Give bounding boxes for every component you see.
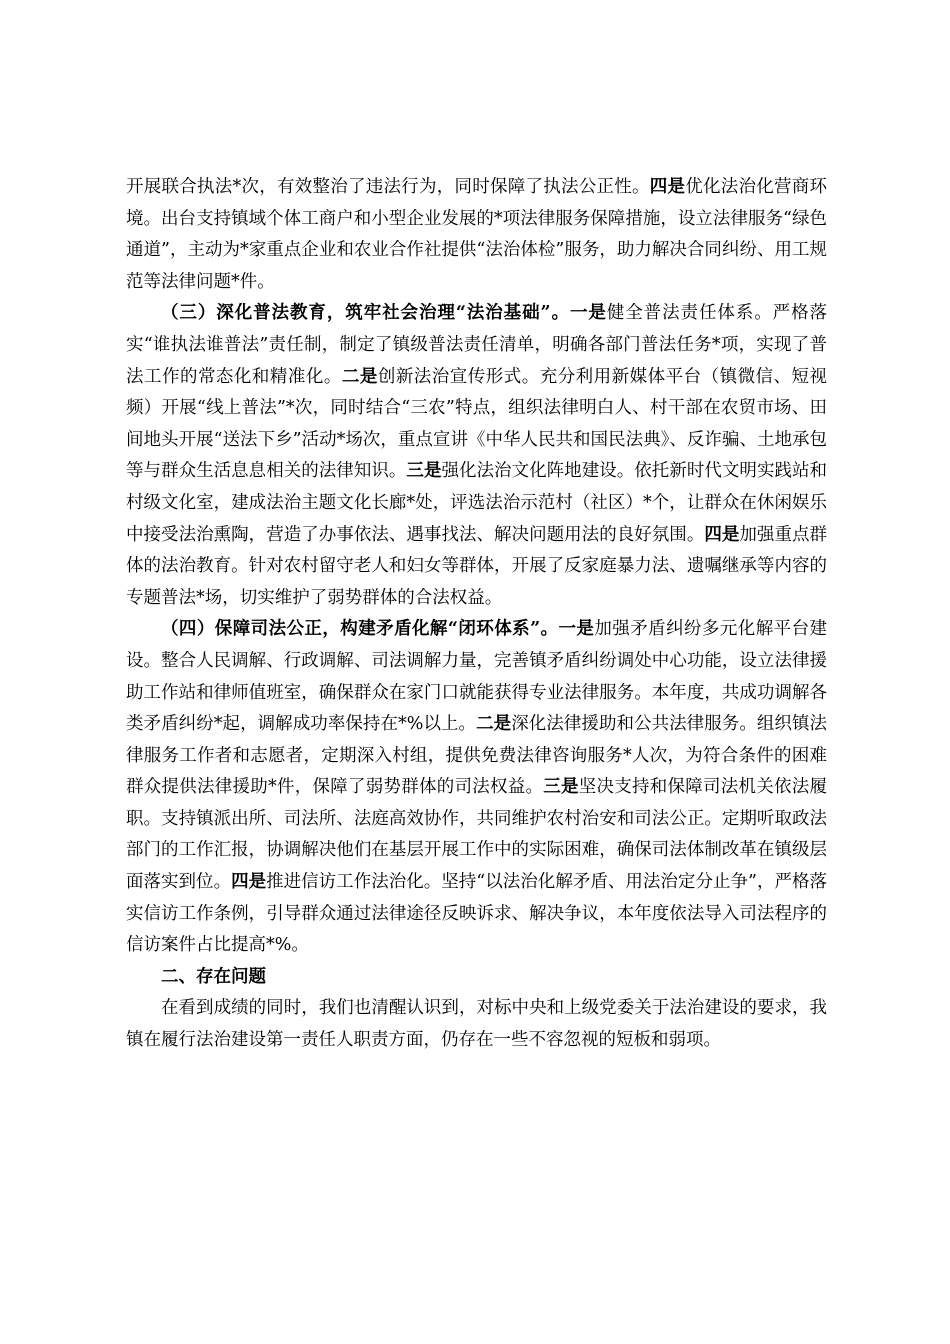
p3-text-4: 推进信访工作法治化。坚持“以法治化解矛盾、用法治定分止争”，严格落实信访工作条例，引导群众通过法律途径反映诉求、解决争议，本年度依法导入司法程序的信访案件占比提高*%。	[126, 872, 827, 956]
p3-text-1: 加强矛盾纠纷多元化解平台建设。整合人民调解、行政调解、司法调解力量，完善镇矛盾纠纷调处中心功能，设立法律援助工作站和律师值班室，确保群众在家门口就能获得专业法律服务。本年度，共成功调解各类矛盾纠纷*起，调解成功率保持在*%以上。	[126, 619, 828, 735]
p3-text-2: 深化法律援助和公共法律服务。组织镇法律服务工作者和志愿者，定期深入村组，提供免费法律咨询服务*人次，为符合条件的困难群众提供法律援助*件，保障了弱势群体的司法权益。	[126, 714, 828, 798]
p2-marker-second: 二是	[341, 366, 378, 387]
p2-marker-fourth: 四是	[704, 524, 740, 545]
paragraph-law-enforcement-continued	[126, 172, 827, 298]
p3-marker-third: 三是	[543, 777, 579, 798]
p2-text-2: 创新法治宣传形式。充分利用新媒体平台（镇微信、短视频）开展“线上普法”*次，同时结合“三农”特点，组织法律明白人、村干部在农贸市场、田间地头开展“送法下乡”活动*场次，重点宣讲《中华人民共和国民法典》、反诈骗、土地承包等与群众生活息息相关的法律知识。	[126, 366, 828, 482]
p1-text-1: 开展联合执法*次，有效整治了违法行为，同时保障了执法公正性。	[126, 177, 650, 197]
section-heading-existing-problems: 二、存在问题	[161, 966, 266, 987]
document-body	[126, 172, 827, 1057]
paragraph-legal-education	[126, 298, 827, 614]
p3-marker-fourth: 四是	[231, 872, 267, 893]
p3-marker-first: 一是	[558, 619, 595, 640]
p2-text-3: 强化法治文化阵地建设。依托新时代文明实践站和村级文化室，建成法治主题文化长廊*处，评选法治示范村（社区）*个，让群众在休闲娱乐中接受法治熏陶，营造了办事依法、遇事找法、解决问题用法的良好氛围。	[126, 461, 828, 545]
p2-marker-first: 一是	[569, 303, 607, 324]
paragraph-judicial-fairness	[126, 614, 827, 962]
p2-text-4: 加强重点群体的法治教育。针对农村留守老人和妇女等群体，开展了反家庭暴力法、遗嘱继承等内容的专题普法*场，切实维护了弱势群体的合法权益。	[126, 524, 828, 608]
p1-marker-fourth: 四是	[649, 177, 686, 197]
p2-text-1: 健全普法责任体系。严格落实“谁执法谁普法”责任制，制定了镇级普法责任清单，明确各部门普法任务*项，实现了普法工作的常态化和精准化。	[126, 303, 828, 387]
paragraph-problems-intro: 在看到成绩的同时，我们也清醒认识到，对标中央和上级党委关于法治建设的要求，我镇在履行法治建设第一责任人职责方面，仍存在一些不容忽视的短板和弱项。	[126, 998, 827, 1051]
p2-marker-third: 三是	[406, 461, 442, 482]
p2-heading: （三）深化普法教育，筑牢社会治理“法治基础”。	[161, 303, 570, 324]
p1-text-2: 优化法治化营商环境。出台支持镇域个体工商户和小型企业发展的*项法律服务保障措施，设立法律服务“绿色通道”，主动为*家重点企业和农业合作社提供“法治体检”服务，助力解决合同纠纷、用工规范等法律问题*件。	[126, 177, 827, 292]
p3-marker-second: 二是	[476, 714, 512, 735]
p3-heading: （四）保障司法公正，构建矛盾化解“闭环体系”。	[161, 619, 559, 640]
p3-text-3: 坚决支持和保障司法机关依法履职。支持镇派出所、司法所、法庭高效协作，共同维护农村治安和司法公正。定期听取政法部门的工作汇报，协调解决他们在基层开展工作中的实际困难，确保司法体制改革在镇级层面落实到位。	[126, 777, 827, 893]
